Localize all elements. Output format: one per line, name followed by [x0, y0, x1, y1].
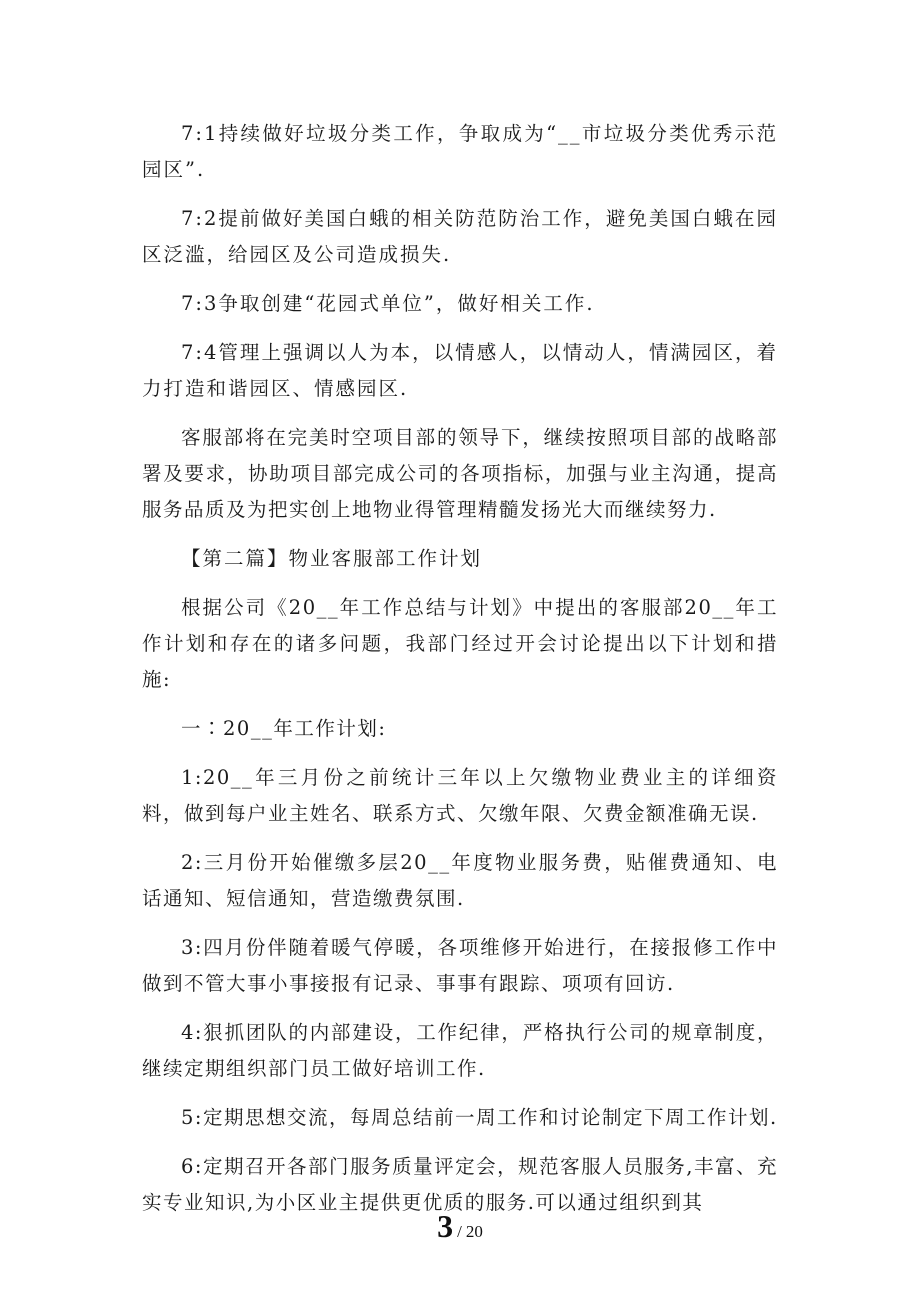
paragraph-7-4: 7:4管理上强调以人为本，以情感人，以情动人，情满园区，着力打造和谐园区、情感园区.: [142, 341, 778, 400]
plan-item-4: 4:狠抓团队的内部建设，工作纪律，严格执行公司的规章制度，继续定期组织部门员工做好培训工作.: [142, 1021, 778, 1080]
paragraph-7-2: 7:2提前做好美国白蛾的相关防范防治工作，避免美国白蛾在园区泛滥，给园区及公司造成损失.: [142, 207, 778, 266]
plan-heading: 一∶20__年工作计划:: [181, 717, 387, 740]
plan-item-2: 2:三月份开始催缴多层20__年度物业服务费，贴催费通知、电话通知、短信通知，营造缴费氛围.: [142, 851, 778, 910]
plan-item-5: 5:定期思想交流，每周总结前一周工作和讨论制定下周工作计划.: [181, 1106, 778, 1129]
plan-item-6: 6:定期召开各部门服务质量评定会，规范客服人员服务,丰富、充实专业知识,为小区业主提供更优质的服务.可以通过组织到其: [142, 1155, 778, 1214]
page-number: 3: [437, 1208, 454, 1244]
paragraph-summary: 客服部将在完美时空项目部的领导下，继续按照项目部的战略部署及要求，协助项目部完成公司的各项指标，加强与业主沟通，提高服务品质及为把实创上地物业得管理精髓发扬光大而继续努力.: [142, 426, 778, 521]
paragraph-intro: 根据公司《20__年工作总结与计划》中提出的客服部20__年工作计划和存在的诸多问题，我部门经过开会讨论提出以下计划和措施:: [142, 596, 778, 691]
page-footer: [0, 1208, 920, 1245]
paragraph-7-3: 7:3争取创建“花园式单位”，做好相关工作.: [181, 292, 595, 315]
plan-item-1: 1:20__年三月份之前统计三年以上欠缴物业费业主的详细资料，做到每户业主姓名、联系方式、欠缴年限、欠费金额准确无误.: [142, 766, 778, 825]
document-body: [142, 116, 778, 1234]
total-pages: 20: [465, 1222, 483, 1241]
page-separator: /: [457, 1222, 462, 1241]
paragraph-7-1: 7:1持续做好垃圾分类工作，争取成为“__市垃圾分类优秀示范园区”.: [142, 122, 778, 181]
section-heading-part-two: 【第二篇】物业客服部工作计划: [181, 547, 483, 570]
plan-item-3: 3:四月份伴随着暖气停暖，各项维修开始进行，在接报修工作中做到不管大事小事接报有记录、事事有跟踪、项项有回访.: [142, 936, 778, 995]
